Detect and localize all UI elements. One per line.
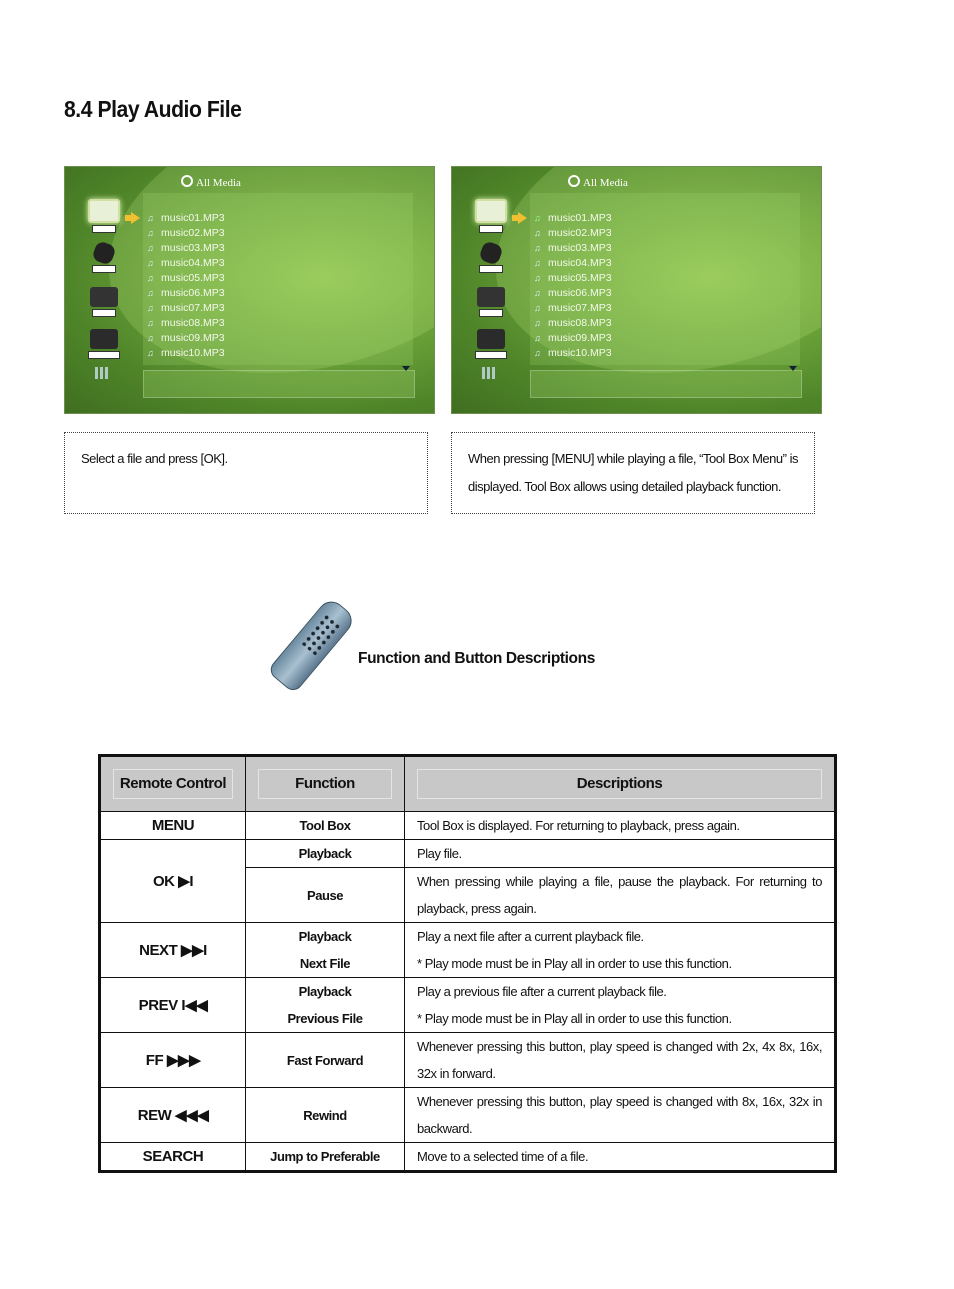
rc-cell: OK ▶I: [100, 840, 246, 923]
audio-icon: ♫: [534, 288, 541, 298]
audio-icon: ♫: [534, 318, 541, 328]
audio-icon: ♫: [534, 213, 541, 223]
file-item[interactable]: ♫ music10.MP3: [534, 347, 612, 359]
audio-icon: ♫: [147, 288, 154, 298]
func-cell: Playback Next File: [246, 923, 405, 978]
func-cell: Playback: [246, 840, 405, 868]
desc-cell: Play a previous file after a current playback file. * Play mode must be in Play all in order to use this function.: [405, 978, 836, 1033]
table-header-row: [100, 756, 836, 812]
func-cell: Fast Forward: [246, 1033, 405, 1088]
audio-icon: ♫: [534, 333, 541, 343]
rc-cell: NEXT ▶▶I: [100, 923, 246, 978]
file-item[interactable]: ♫ music04.MP3: [534, 257, 612, 269]
table-row: [100, 978, 836, 1033]
desc-cell: Play a next file after a current playback file. * Play mode must be in Play all in order to use this function.: [405, 923, 836, 978]
file-item[interactable]: ♫ music05.MP3: [534, 272, 612, 284]
media-header: [568, 175, 628, 189]
file-item[interactable]: ♫ music09.MP3: [147, 332, 225, 344]
desc-cell: Whenever pressing this button, play speed is changed with 2x, 4x 8x, 16x, 32x in forward.: [405, 1033, 836, 1088]
screenshot-toolbox: [451, 166, 822, 414]
audio-icon: ♫: [534, 258, 541, 268]
selection-arrow-icon: [131, 212, 140, 224]
usb-icon[interactable]: [87, 243, 121, 273]
audio-icon: ♫: [534, 273, 541, 283]
audio-icon: ♫: [147, 318, 154, 328]
file-list: [534, 211, 612, 361]
audio-icon: ♫: [147, 258, 154, 268]
file-item[interactable]: ♫ music07.MP3: [147, 302, 225, 314]
desc-cell: Tool Box is displayed. For returning to playback, press again.: [405, 812, 836, 840]
selection-arrow-icon: [518, 212, 527, 224]
function-table: [98, 754, 837, 1173]
function-heading: Function and Button Descriptions: [358, 650, 595, 667]
usb-icon[interactable]: [474, 243, 508, 273]
grid-icon: [482, 367, 496, 379]
section-title: 8.4 Play Audio File: [64, 96, 242, 122]
func-cell: Pause: [246, 868, 405, 923]
info-panel: [143, 370, 415, 398]
caption-select-file: Select a file and press [OK].: [64, 432, 428, 514]
audio-icon: ♫: [147, 333, 154, 343]
rc-cell: SEARCH: [100, 1143, 246, 1172]
wireless-icon[interactable]: [87, 329, 121, 359]
rc-cell: FF ▶▶▶: [100, 1033, 246, 1088]
table-row: [100, 840, 836, 868]
media-header-label: All Media: [196, 177, 241, 189]
desc-cell: Whenever pressing this button, play speed is changed with 8x, 16x, 32x in backward.: [405, 1088, 836, 1143]
media-header-label: All Media: [583, 177, 628, 189]
func-cell: Tool Box: [246, 812, 405, 840]
search-icon: [568, 175, 580, 187]
file-item[interactable]: ♫ music06.MP3: [147, 287, 225, 299]
rc-cell: MENU: [100, 812, 246, 840]
file-item[interactable]: ♫ music09.MP3: [534, 332, 612, 344]
file-item[interactable]: ♫ music03.MP3: [534, 242, 612, 254]
table-row: [100, 1088, 836, 1143]
file-item[interactable]: ♫ music10.MP3: [147, 347, 225, 359]
file-item[interactable]: ♫ music03.MP3: [147, 242, 225, 254]
func-cell: Playback Previous File: [246, 978, 405, 1033]
table-row: [100, 1033, 836, 1088]
audio-icon: ♫: [534, 348, 541, 358]
wireless-icon[interactable]: [474, 329, 508, 359]
audio-icon: ♫: [147, 348, 154, 358]
lan-icon[interactable]: [474, 287, 508, 317]
hdd-icon[interactable]: [474, 199, 508, 233]
header-function: Function: [246, 756, 405, 812]
desc-cell: When pressing while playing a file, pause the playback. For returning to playback, press again.: [405, 868, 836, 923]
table-row: [100, 923, 836, 978]
file-item[interactable]: ♫ music04.MP3: [147, 257, 225, 269]
file-item[interactable]: ♫ music02.MP3: [147, 227, 225, 239]
audio-icon: ♫: [147, 243, 154, 253]
rc-cell: REW ◀◀◀: [100, 1088, 246, 1143]
remote-control-icon: [266, 600, 356, 695]
header-remote-control: Remote Control: [100, 756, 246, 812]
audio-icon: ♫: [147, 303, 154, 313]
desc-cell: Move to a selected time of a file.: [405, 1143, 836, 1172]
table-row: [100, 812, 836, 840]
audio-icon: ♫: [534, 243, 541, 253]
file-item[interactable]: ♫ music01.MP3: [534, 212, 612, 224]
file-item[interactable]: ♫ music08.MP3: [534, 317, 612, 329]
screenshot-file-list: [64, 166, 435, 414]
lan-icon[interactable]: [87, 287, 121, 317]
caption-toolbox: When pressing [MENU] while playing a file, “Tool Box Menu” is displayed. Tool Box allows using detailed playback function.: [451, 432, 815, 514]
file-list: [147, 211, 225, 361]
audio-icon: ♫: [147, 228, 154, 238]
media-header: [181, 175, 241, 189]
rc-cell: PREV I◀◀: [100, 978, 246, 1033]
hdd-icon[interactable]: [87, 199, 121, 233]
grid-icon: [95, 367, 109, 379]
header-descriptions: Descriptions: [405, 756, 836, 812]
func-cell: Rewind: [246, 1088, 405, 1143]
audio-icon: ♫: [147, 273, 154, 283]
scroll-down-icon[interactable]: [789, 366, 797, 371]
scroll-down-icon[interactable]: [402, 366, 410, 371]
file-item[interactable]: ♫ music07.MP3: [534, 302, 612, 314]
file-item[interactable]: ♫ music01.MP3: [147, 212, 225, 224]
desc-cell: Play file.: [405, 840, 836, 868]
func-cell: Jump to Preferable: [246, 1143, 405, 1172]
search-icon: [181, 175, 193, 187]
audio-icon: ♫: [534, 303, 541, 313]
audio-icon: ♫: [147, 213, 154, 223]
table-row: [100, 1143, 836, 1172]
info-panel: [530, 370, 802, 398]
file-item[interactable]: ♫ music02.MP3: [534, 227, 612, 239]
file-item[interactable]: ♫ music08.MP3: [147, 317, 225, 329]
audio-icon: ♫: [534, 228, 541, 238]
file-item[interactable]: ♫ music06.MP3: [534, 287, 612, 299]
file-item[interactable]: ♫ music05.MP3: [147, 272, 225, 284]
